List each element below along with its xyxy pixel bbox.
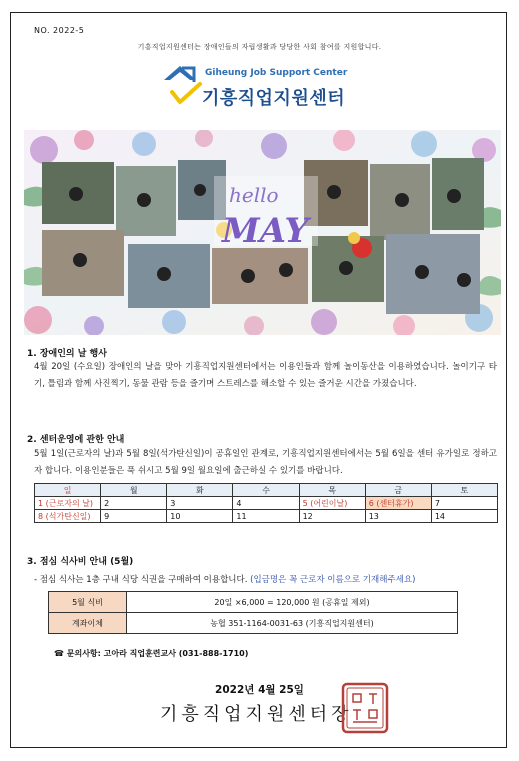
calendar-cell: 2: [101, 497, 167, 510]
calendar-cell: 14: [431, 510, 497, 523]
calendar-header: 금: [365, 484, 431, 497]
logo-korean-name: 기흥직업지원센터: [202, 88, 346, 109]
issue-date: 2022년 4월 25일: [215, 684, 304, 696]
calendar-row: [35, 497, 498, 510]
calendar-header: 화: [167, 484, 233, 497]
hello-text: hello: [229, 183, 279, 207]
signer-title: 기흥직업지원센터장: [160, 704, 353, 725]
meal-note: [34, 573, 415, 585]
document-number: NO. 2022-5: [34, 26, 85, 35]
section3-title: 3. 점심 식사비 안내 (5월): [27, 557, 134, 567]
meal-row: [49, 613, 458, 634]
meal-value: 20일 ×6,000 = 120,000 원 (공휴일 제외): [127, 592, 458, 613]
calendar-row: [35, 510, 498, 523]
calendar-header: 일: [35, 484, 101, 497]
calendar-header: 월: [101, 484, 167, 497]
center-motto: 기흥직업지원센터는 장애인들의 자립생활과 당당한 사회 참여를 지원합니다.: [137, 43, 382, 51]
meal-value: 농협 351-1164-0031-63 (기흥직업지원센터): [127, 613, 458, 634]
meal-label: 계좌이체: [49, 613, 127, 634]
calendar-cell: 3: [167, 497, 233, 510]
calendar-cell: 11: [233, 510, 299, 523]
calendar-cell: 12: [299, 510, 365, 523]
calendar-cell: 7: [431, 497, 497, 510]
calendar-header: 수: [233, 484, 299, 497]
calendar-cell: 5 (어린이날): [299, 497, 365, 510]
logo-mark-icon: [160, 60, 208, 108]
calendar-cell: 10: [167, 510, 233, 523]
calendar-cell: 9: [101, 510, 167, 523]
section2-body: 5월 1일(근로자의 날)과 5월 8일(석가탄신일)이 공휴일인 관계로, 기흥직업지원센터에서는 5월 6일을 센터 유가일로 정하고자 합니다. 이용인분들은 푹 쉬시고 5월 9일 월요일에 출근하실 수 있기를 바랍니다.: [34, 449, 497, 476]
may-text: MAY: [222, 211, 309, 251]
calendar-header: 목: [299, 484, 365, 497]
calendar-header-row: [35, 484, 498, 497]
contact-info: ☎ 문의사항: 고아라 직업훈련교사 (031-888-1710): [54, 649, 249, 658]
meal-fee-table: [48, 591, 458, 634]
official-seal-icon: [341, 682, 389, 734]
calendar-cell: 4: [233, 497, 299, 510]
logo-english-name: Giheung Job Support Center: [205, 68, 348, 78]
meal-note-text: - 점심 식사는 1층 구내 식당 식권을 구매하여 이용합니다.: [34, 575, 248, 585]
may-calendar-table: [34, 483, 498, 523]
banner-collage-image: [24, 130, 501, 335]
meal-label: 5월 식비: [49, 592, 127, 613]
calendar-cell-center-holiday: 6 (센터휴가): [365, 497, 431, 510]
section1-title: 1. 장애인의 날 행사: [27, 349, 107, 359]
may-photo-banner: [24, 130, 501, 335]
calendar-header: 토: [431, 484, 497, 497]
section2-title: 2. 센터운영에 관한 안내: [27, 435, 125, 445]
meal-row: [49, 592, 458, 613]
meal-note-blue: (입금명은 꼭 근로자 이름으로 기재해주세요): [250, 575, 416, 585]
center-logo: [160, 58, 380, 114]
calendar-cell: 1 (근로자의 날): [35, 497, 101, 510]
calendar-cell: 8 (석가탄신일): [35, 510, 101, 523]
calendar-cell: 13: [365, 510, 431, 523]
section1-body: 4월 20일 (수요일) 장애인의 날을 맞아 기흥직업지원센터에서는 이용인들과 함께 놀이동산을 이용하였습니다. 놀이기구 타기, 틀림과 함께 사진찍기, 동물 관람 등을 즐기며 스트레스를 해소할 수 있는 즐거운 시간을 가졌습니다.: [34, 362, 497, 389]
